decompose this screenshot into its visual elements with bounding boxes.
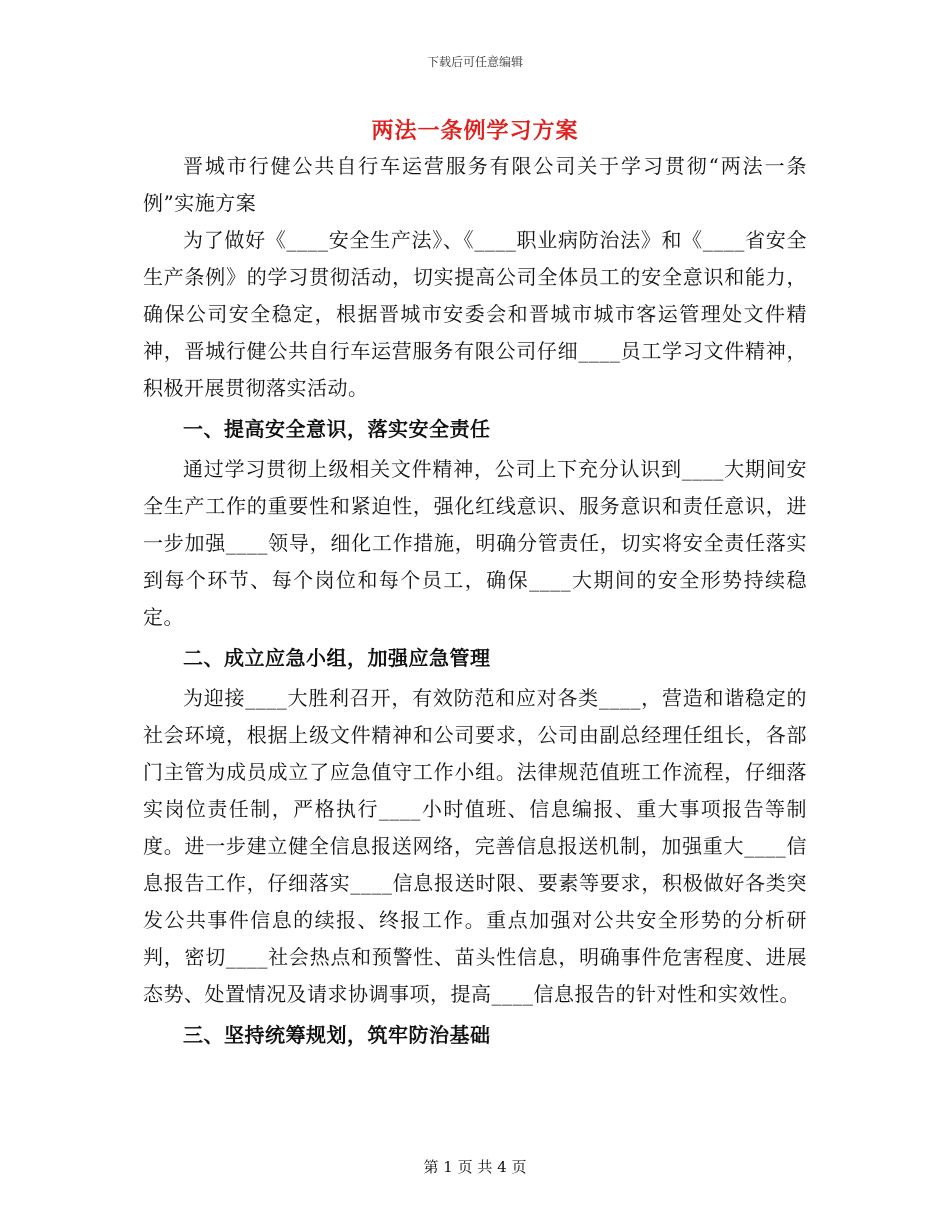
section-heading-1: 一、提高安全意识，落实安全责任 (183, 417, 491, 441)
page-header-note: 下载后可任意编辑 (426, 55, 523, 69)
document-title: 两法一条例学习方案 (371, 118, 579, 144)
section-heading-2: 二、成立应急小组，加强应急管理 (183, 646, 491, 670)
paragraph-1: 为了做好《____安全生产法》、《____职业病防治法》和《____省安全生产条例》的学习贯彻活动，切实提高公司全体员工的安全意识和能力，确保公司安全稳定，根据晋城市安委会和晋城市城市客运管理处文件精神，晋城行健公共自行车运营服务有限公司仔细____员工学习文件精神，积极开展贯彻落实活动。 (143, 228, 807, 400)
section-heading-3: 三、坚持统筹规划，筑牢防治基础 (183, 1023, 491, 1047)
page-indicator: 第 1 页 共 4 页 (423, 1158, 527, 1176)
paragraph-2: 通过学习贯彻上级相关文件精神，公司上下充分认识到____大期间安全生产工作的重要性和紧迫性，强化红线意识、服务意识和责任意识，进一步加强____领导，细化工作措施，明确分管责任，切实将安全责任落实到每个环节、每个岗位和每个员工，确保____大期间的安全形势持续稳定。 (143, 457, 807, 629)
paragraph-3: 为迎接____大胜利召开，有效防范和应对各类____，营造和谐稳定的社会环境，根据上级文件精神和公司要求，公司由副总经理任组长，各部门主管为成员成立了应急值守工作小组。法律规范值班工作流程，仔细落实岗位责任制，严格执行____小时值班、信息编报、重大事项报告等制度。进一步建立健全信息报送网络，完善信息报送机制，加强重大____信息报告工作，仔细落实____信息报送时限、要素等要求，积极做好各类突发公共事件信息的续报、终报工作。重点加强对公共安全形势的分析研判，密切____社会热点和预警性、苗头性信息，明确事件危害程度、进展态势、处置情况及请求协调事项，提高____信息报告的针对性和实效性。 (143, 686, 807, 1006)
document-body (143, 148, 807, 1057)
intro-paragraph: 晋城市行健公共自行车运营服务有限公司关于学习贯彻“两法一条例”实施方案 (143, 154, 807, 215)
